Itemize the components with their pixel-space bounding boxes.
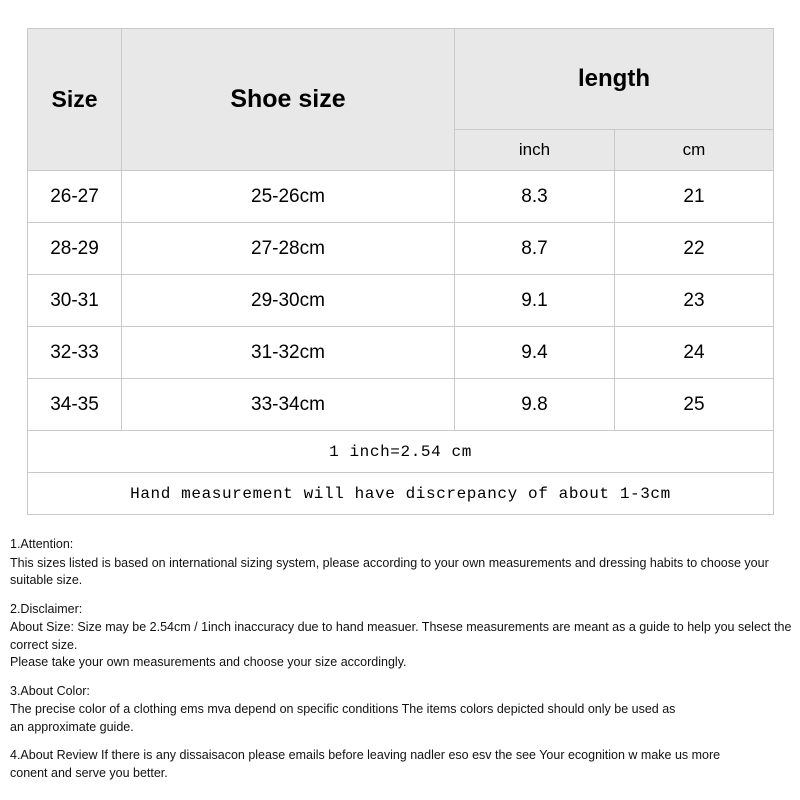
color-title: 3.About Color: — [10, 683, 90, 698]
cell-cm: 25 — [615, 379, 774, 431]
table-note-row — [28, 431, 774, 473]
header-inch: inch — [455, 130, 615, 171]
cell-inch: 9.4 — [455, 327, 615, 379]
table-note-row — [28, 473, 774, 515]
cell-inch: 9.1 — [455, 275, 615, 327]
table-header-row — [28, 29, 774, 130]
cell-size: 26-27 — [28, 171, 122, 223]
attention-body: This sizes listed is based on international sizing system, please according to your own measurements and dressing habits to choose your suitable size. — [10, 555, 769, 587]
color-body-line-2: an approximate guide. — [10, 719, 134, 734]
disclaimer-body-line-2: Please take your own measurements and choose your size accordingly. — [10, 655, 407, 669]
review-body-line-2: conent and serve you better. — [10, 765, 168, 780]
cell-cm: 24 — [615, 327, 774, 379]
cell-cm: 22 — [615, 223, 774, 275]
cell-shoe-size: 33-34cm — [122, 379, 455, 431]
cell-shoe-size: 25-26cm — [122, 171, 455, 223]
disclaimer-body-line-1: About Size: Size may be 2.54cm / 1inch inaccuracy due to hand measuer. Thsese measurements are meant as a guide to help you select the correct size. — [10, 620, 792, 652]
legal-notes — [10, 536, 800, 782]
header-cm: cm — [615, 130, 774, 171]
table-row — [28, 327, 774, 379]
review-body-line-1: 4.About Review If there is any dissaisacon please emails before leaving nadler eso esv the see Your ecognition w make us more — [10, 748, 721, 762]
table-row — [28, 223, 774, 275]
color-body-line-1: The precise color of a clothing ems mva depend on specific conditions The items colors depicted should only be used as — [10, 702, 676, 716]
cell-shoe-size: 31-32cm — [122, 327, 455, 379]
header-shoe-size: Shoe size — [122, 29, 455, 171]
size-table — [27, 28, 774, 515]
table-row — [28, 275, 774, 327]
note-inch-conversion: 1 inch=2.54 cm — [28, 431, 774, 473]
cell-cm: 23 — [615, 275, 774, 327]
header-size: Size — [28, 29, 122, 171]
note-hand-measurement: Hand measurement will have discrepancy of about 1-3cm — [28, 473, 774, 515]
spacer — [10, 590, 800, 601]
cell-cm: 21 — [615, 171, 774, 223]
cell-size: 34-35 — [28, 379, 122, 431]
attention-title: 1.Attention: — [10, 537, 74, 551]
spacer — [10, 736, 800, 747]
cell-inch: 9.8 — [455, 379, 615, 431]
cell-shoe-size: 29-30cm — [122, 275, 455, 327]
cell-size: 28-29 — [28, 223, 122, 275]
table-row — [28, 379, 774, 431]
cell-size: 32-33 — [28, 327, 122, 379]
header-length: length — [455, 29, 774, 130]
table-row — [28, 171, 774, 223]
disclaimer-title: 2.Disclaimer: — [10, 601, 83, 616]
cell-inch: 8.3 — [455, 171, 615, 223]
cell-inch: 8.7 — [455, 223, 615, 275]
size-table-container — [27, 28, 773, 515]
cell-size: 30-31 — [28, 275, 122, 327]
spacer — [10, 672, 800, 683]
cell-shoe-size: 27-28cm — [122, 223, 455, 275]
